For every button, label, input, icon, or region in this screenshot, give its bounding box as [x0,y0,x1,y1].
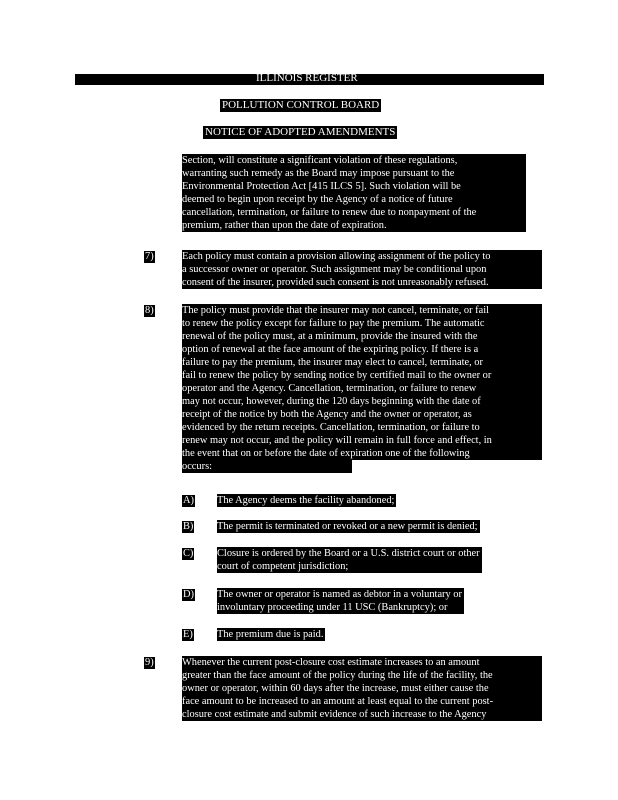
text-line: to renew the policy except for failure to pay the premium. The automatic [182,317,542,330]
text-line: Whenever the current post-closure cost estimate increases to an amount [182,656,542,669]
text-line: The permit is terminated or revoked or a new permit is denied; [217,521,478,532]
text-line: closure cost estimate and submit evidence of such increase to the Agency [182,708,542,721]
item-b-body [217,520,480,533]
item-c-body [217,547,482,573]
text-line: The Agency deems the facility abandoned; [217,495,395,506]
text-line: premium, rather than upon the date of expiration. [182,219,526,232]
text-line: greater than the face amount of the policy during the life of the facility, the [182,669,542,682]
item-e-label: E) [183,629,193,640]
para7-body [182,250,542,289]
para8-body [182,304,542,473]
text-line: Section, will constitute a significant violation of these regulations, [182,154,526,167]
text-line: Environmental Protection Act [415 ILCS 5]. Such violation will be [182,180,526,193]
item-d-label: D) [183,589,194,600]
text-line: option of renewal at the face amount of the expiring policy. If there is a [182,343,542,356]
item-e-body [217,628,325,641]
item-b-label: B) [183,521,194,532]
text-line: the event that on or before the date of expiration one of the following [182,447,542,460]
item-d-body [217,588,464,614]
para7-label: 7) [145,251,154,262]
text-line: The premium due is paid. [217,629,324,640]
item-a-body [217,494,396,507]
text-line: occurs: [182,460,352,473]
text-line: operator and the Agency. Cancellation, termination, or failure to renew [182,382,542,395]
text-line: The policy must provide that the insurer may not cancel, terminate, or fail [182,304,542,317]
text-line: consent of the insurer, provided such consent is not unreasonably refused. [182,276,542,289]
text-line: Closure is ordered by the Board or a U.S. district court or other [217,548,480,559]
text-line: The owner or operator is named as debtor in a voluntary or [217,589,462,600]
text-line: receipt of the notice by both the Agency and the owner or operator, as [182,408,542,421]
text-line: warranting such remedy as the Board may impose pursuant to the [182,167,526,180]
item-a-label: A) [183,495,194,506]
text-line: failure to pay the premium, the insurer may elect to cancel, terminate, or [182,356,542,369]
text-line: may not occur, however, during the 120 days beginning with the date of [182,395,542,408]
text-line: involuntary proceeding under 11 USC (Bankruptcy); or [217,601,464,614]
text-line: Each policy must contain a provision allowing assignment of the policy to [182,250,542,263]
text-line: renew may not occur, and the policy will remain in full force and effect, in [182,434,542,447]
text-line: court of competent jurisdiction; [217,560,482,573]
text-line: fail to renew the policy by sending notice by certified mail to the owner or [182,369,542,382]
text-line: renewal of the policy must, at a minimum, provide the insured with the [182,330,542,343]
text-line: deemed to begin upon receipt by the Agency of a notice of future [182,193,526,206]
notice-title: NOTICE OF ADOPTED AMENDMENTS [205,126,396,138]
item-c-label: C) [183,548,194,559]
board-title: POLLUTION CONTROL BOARD [222,99,380,111]
text-line: cancellation, termination, or failure to renew due to nonpayment of the [182,206,526,219]
text-line: evidenced by the return receipts. Cancellation, termination, or failure to [182,421,542,434]
para9-label: 9) [145,657,154,668]
text-line: a successor owner or operator. Such assignment may be conditional upon [182,263,542,276]
register-title: ILLINOIS REGISTER [256,72,358,84]
para8-label: 8) [145,305,154,316]
para9-body [182,656,542,721]
text-line: owner or operator, within 60 days after the increase, must either cause the [182,682,542,695]
intro-paragraph [182,154,526,232]
text-line: face amount to be increased to an amount at least equal to the current post- [182,695,542,708]
